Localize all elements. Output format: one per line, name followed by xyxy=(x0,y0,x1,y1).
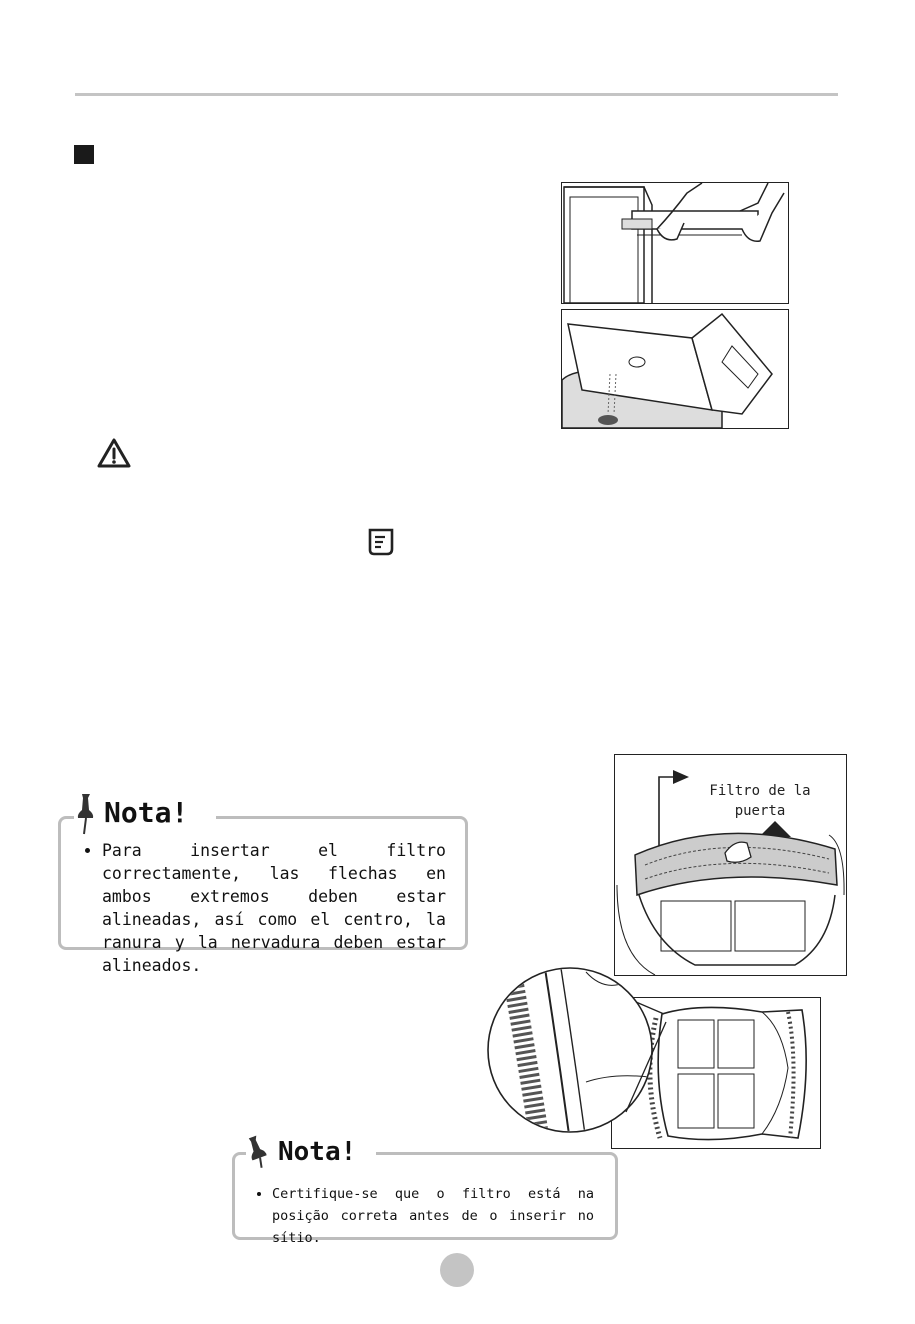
page-number-circle xyxy=(440,1253,474,1287)
pushpin-icon xyxy=(74,792,98,836)
illustration-tank-removal xyxy=(561,182,789,304)
warning-triangle-icon xyxy=(96,437,132,469)
figure-label-door-filter xyxy=(705,781,815,821)
section-bullet xyxy=(74,145,94,164)
figure-label-line2: puerta xyxy=(734,803,786,819)
pushpin-icon xyxy=(241,1131,276,1173)
note-bullet: • Para insertar el filtro correctamente, las flechas en ambos extremos deben estar alineadas, así como el centro, la ranura y la nervadura deben estar alineados. xyxy=(102,839,446,977)
note-title-text: Nota! xyxy=(278,1137,357,1167)
document-list-icon xyxy=(366,527,396,557)
magnified-detail-circle xyxy=(486,962,676,1142)
note-text-filter-position xyxy=(252,1183,594,1249)
note-title-text: Nota! xyxy=(104,795,189,829)
note-title-1 xyxy=(74,792,216,832)
note-title-2 xyxy=(246,1132,376,1172)
note-bullet: • Certifique-se que o filtro está na posição correta antes de o inserir no sítio. xyxy=(272,1183,594,1249)
figure-label-line1: Filtro de la xyxy=(709,783,811,799)
note-text-filter-alignment xyxy=(80,839,446,977)
illustration-door-filter xyxy=(614,754,847,976)
header-rule xyxy=(75,93,838,96)
illustration-tank-emptying xyxy=(561,309,789,429)
